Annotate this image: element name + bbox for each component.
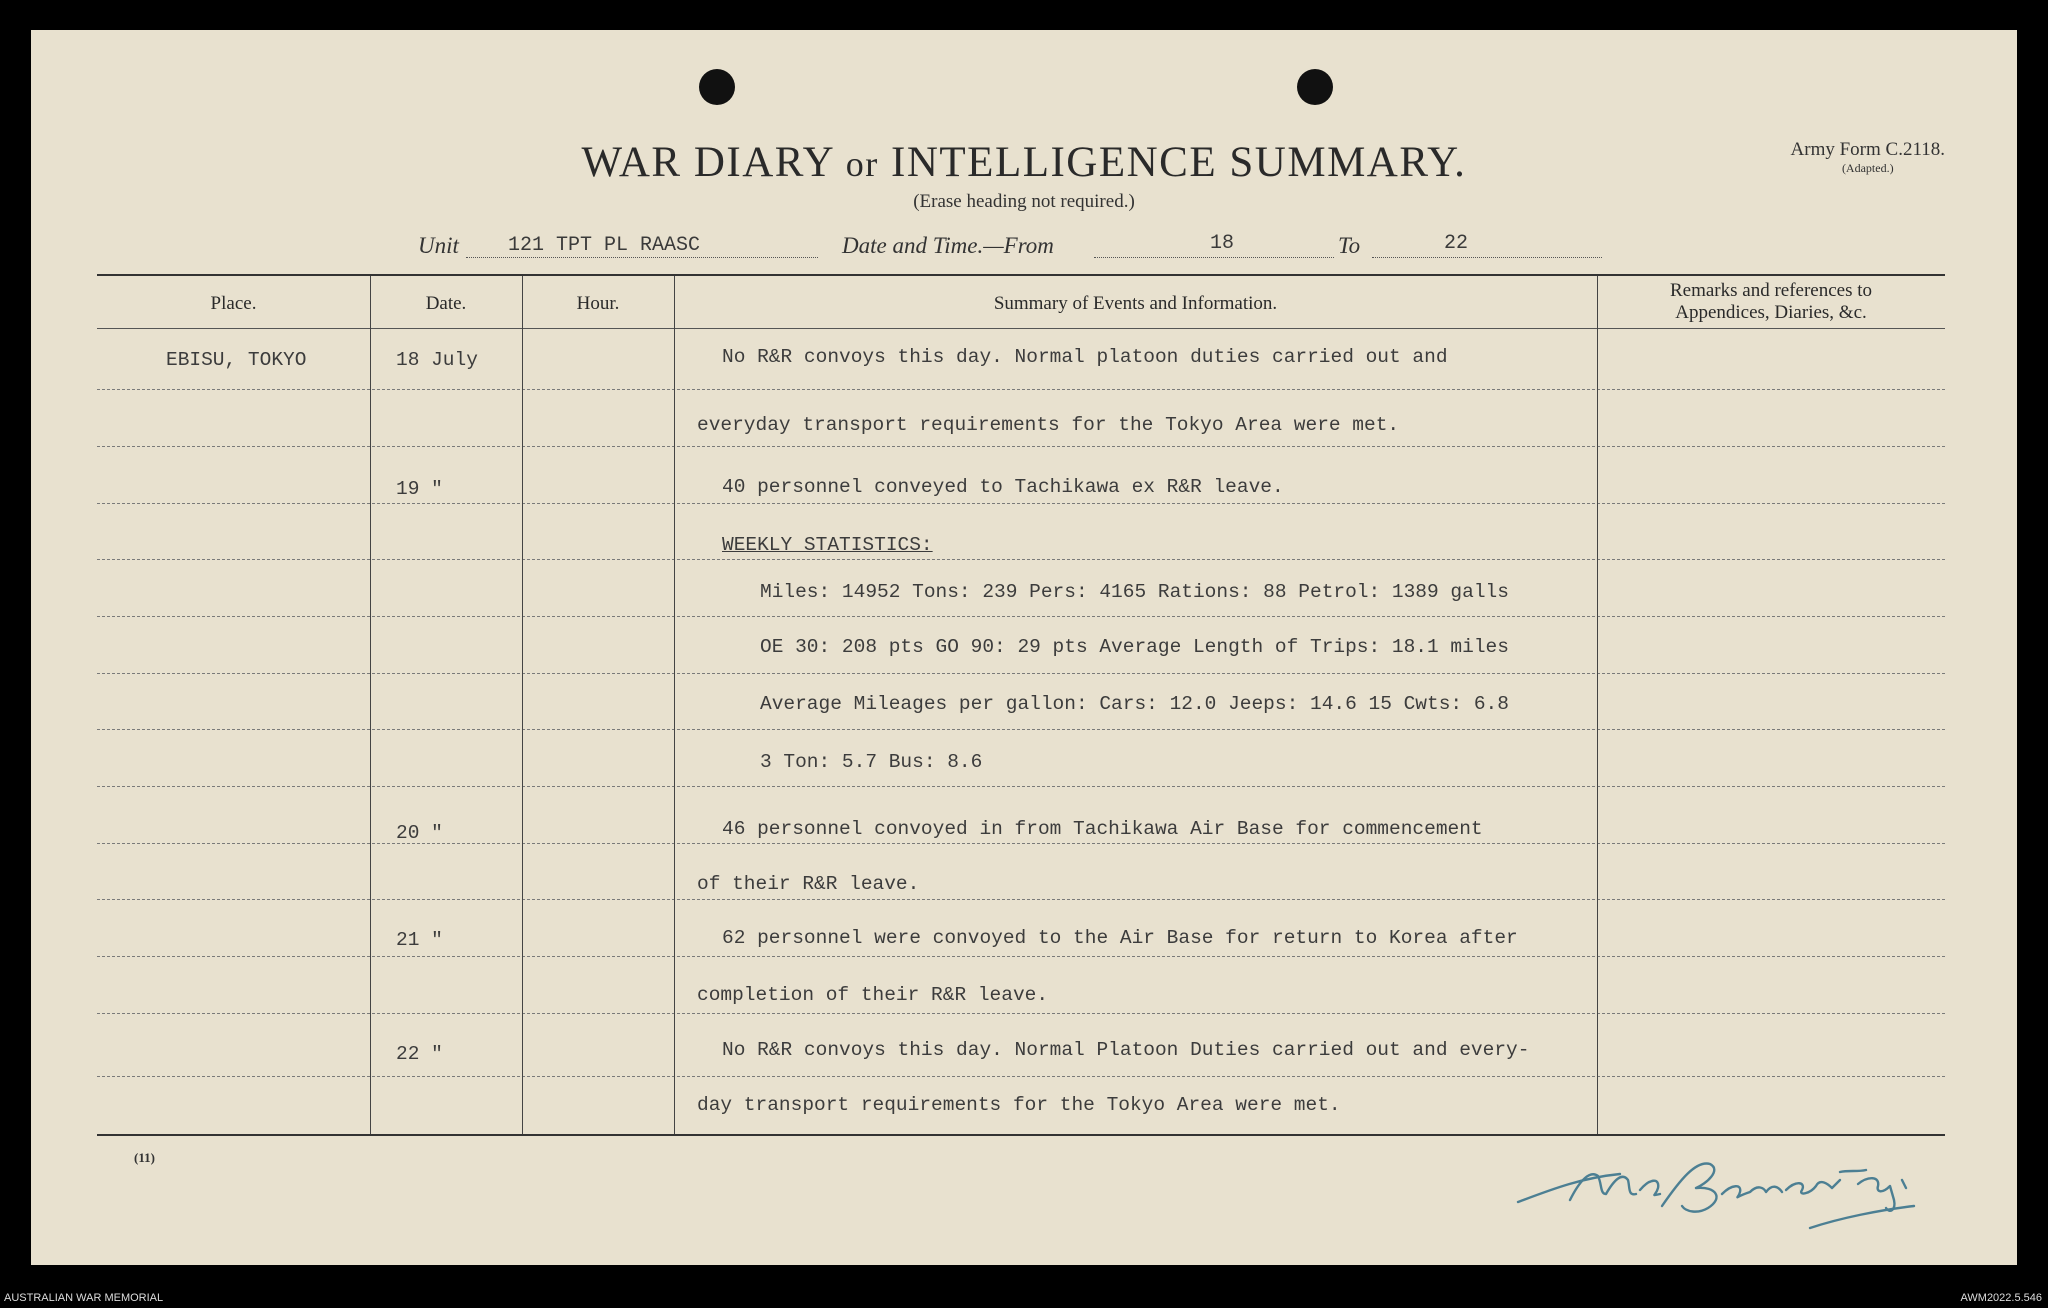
row-rule xyxy=(97,899,1945,900)
date-cell: 20 " xyxy=(396,822,443,844)
summary-line: 46 personnel convoyed in from Tachikawa Air Base for commencement xyxy=(722,818,1483,840)
statistics-line: Miles: 14952 Tons: 239 Pers: 4165 Rations: 88 Petrol: 1389 galls xyxy=(760,581,1509,603)
date-time-label: Date and Time.—From xyxy=(842,233,1054,258)
statistics-line: Average Mileages per gallon: Cars: 12.0 Jeeps: 14.6 15 Cwts: 6.8 xyxy=(760,693,1509,715)
summary-line: of their R&R leave. xyxy=(697,873,920,895)
column-header-place: Place. xyxy=(210,293,257,314)
form-identifier: Army Form C.2118. (Adapted.) xyxy=(1790,139,1945,175)
column-rule xyxy=(370,276,371,1134)
form-title: WAR DIARY or INTELLIGENCE SUMMARY. xyxy=(581,139,1467,186)
punch-hole xyxy=(1297,69,1333,105)
table-bottom-rule xyxy=(97,1134,1945,1136)
archive-credit: AUSTRALIAN WAR MEMORIAL xyxy=(4,1292,164,1304)
unit-underline xyxy=(466,257,818,258)
column-header-date: Date. xyxy=(425,293,467,314)
row-rule xyxy=(97,1013,1945,1014)
to-value: 22 xyxy=(1444,232,1469,255)
date-cell: 22 " xyxy=(396,1043,443,1065)
row-rule xyxy=(97,446,1945,447)
summary-line: everyday transport requirements for the Tokyo Area were met. xyxy=(697,414,1400,436)
row-rule xyxy=(97,1076,1945,1077)
summary-line: day transport requirements for the Tokyo Area were met. xyxy=(697,1094,1341,1116)
summary-line: No R&R convoys this day. Normal Platoon Duties carried out and every- xyxy=(722,1039,1530,1061)
archive-reference: AWM2022.5.546 xyxy=(1960,1292,2042,1304)
date-cell: 19 " xyxy=(396,478,443,500)
row-rule xyxy=(97,389,1945,390)
summary-line: No R&R convoys this day. Normal platoon duties carried out and xyxy=(722,346,1448,368)
summary-heading: WEEKLY STATISTICS: xyxy=(722,534,933,556)
row-rule xyxy=(97,673,1945,674)
column-rule xyxy=(522,276,523,1134)
from-underline xyxy=(1094,257,1334,258)
date-cell: 18 July xyxy=(396,349,478,371)
unit-value: 121 TPT PL RAASC xyxy=(508,234,701,257)
row-rule xyxy=(97,559,1945,560)
to-label: To xyxy=(1338,233,1361,258)
row-rule xyxy=(97,503,1945,504)
to-underline xyxy=(1372,257,1602,258)
column-rule xyxy=(1597,276,1598,1134)
summary-line: completion of their R&R leave. xyxy=(697,984,1049,1006)
punch-hole xyxy=(699,69,735,105)
row-rule xyxy=(97,956,1945,957)
date-cell: 21 " xyxy=(396,929,443,951)
unit-label: Unit xyxy=(418,233,459,258)
header-rule xyxy=(97,328,1945,329)
row-rule xyxy=(97,616,1945,617)
page-number: (11) xyxy=(134,1150,155,1165)
form-subtitle: (Erase heading not required.) xyxy=(913,191,1135,212)
column-rule xyxy=(674,276,675,1134)
row-rule xyxy=(97,729,1945,730)
column-header-hour: Hour. xyxy=(576,293,620,314)
column-header-remarks: Remarks and references to Appendices, Diaries, &c. xyxy=(1669,280,1873,323)
statistics-line: 3 Ton: 5.7 Bus: 8.6 xyxy=(760,751,983,773)
summary-line: 62 personnel were convoyed to the Air Base for return to Korea after xyxy=(722,927,1518,949)
table-top-rule xyxy=(97,274,1945,276)
column-header-summary: Summary of Events and Information. xyxy=(993,293,1278,314)
signature-image xyxy=(1510,1150,1930,1240)
summary-line: 40 personnel conveyed to Tachikawa ex R&R leave. xyxy=(722,476,1284,498)
place-cell: EBISU, TOKYO xyxy=(166,349,307,371)
statistics-line: OE 30: 208 pts GO 90: 29 pts Average Length of Trips: 18.1 miles xyxy=(760,636,1509,658)
row-rule xyxy=(97,786,1945,787)
from-value: 18 xyxy=(1210,232,1235,255)
row-rule xyxy=(97,843,1945,844)
